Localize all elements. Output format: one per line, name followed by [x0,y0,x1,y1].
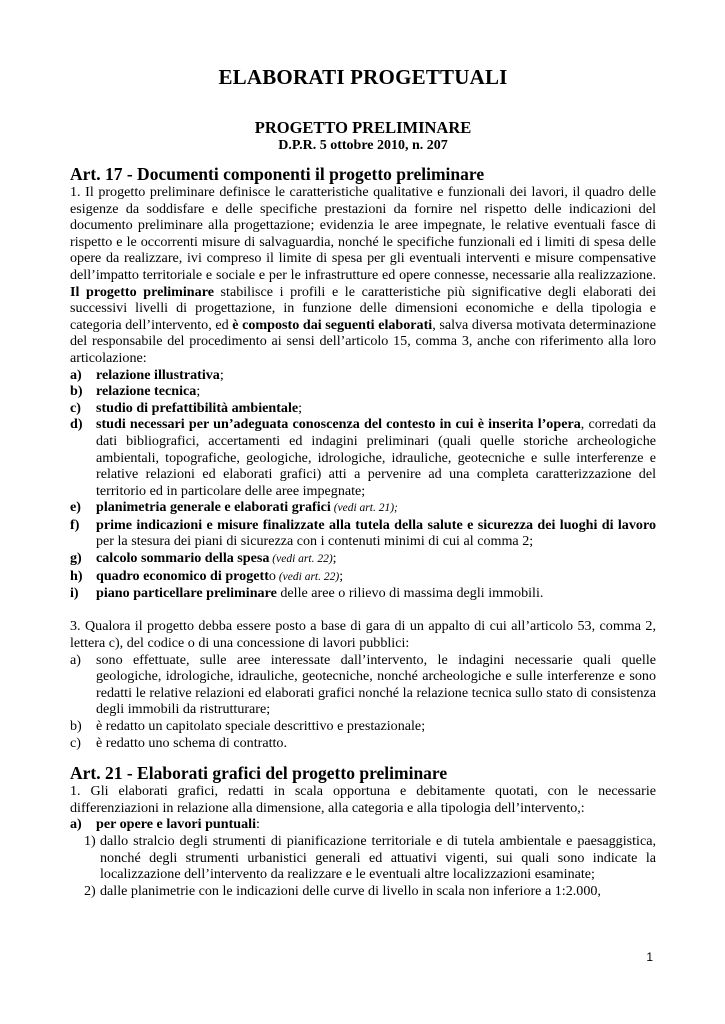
document-title: ELABORATI PROGETTUALI [218,65,508,89]
list-item: b) relazione tecnica; [70,383,201,400]
art17-paragraph-3: 3. Qualora il progetto debba essere posto a base di gara di un appalto di cui all’articolo 53, comma 2, lettera c), del codice o di una concessione di lavori pubblici: [70,618,656,652]
list-item: h) quadro economico di progetto (vedi art. 22); [70,567,344,584]
list-subitem: 2) dalle planimetrie con le indicazioni delle curve di livello in scala non inferiore a 1:2.000, [84,882,601,899]
list-item: c) studio di prefattibilità ambientale; [70,399,303,416]
list-item: b) è redatto un capitolato speciale descrittivo e prestazionale; [70,718,426,734]
list-item: a) relazione illustrativa; [70,366,224,383]
list-item: g) calcolo sommario della spesa (vedi art. 22); [70,550,337,567]
list-item: c) è redatto uno schema di contratto. [70,734,287,751]
art21-title: Art. 21 - Elaborati grafici del progetto preliminare [70,763,448,784]
art17-title: Art. 17 - Documenti componenti il progetto preliminare [70,164,485,184]
section-title: PROGETTO PRELIMINARE [254,118,472,137]
list-item: a) sono effettuate, sulle aree interessate dall’intervento, le indagini necessarie quali quelle geologiche, idrologiche, idrauliche, geotecniche, nonché archeologiche e sulle interferenze e sono redatti le relative relazioni ed elaborati grafici nonché la relazione tecnica sullo stato di consistenza degli immobili da ristrutturare; [70,651,656,718]
list-item: e) planimetria generale e elaborati grafici (vedi art. 21); [70,499,398,516]
list-item: a) per opere e lavori puntuali: [70,816,260,833]
list-subitem: 1) dallo stralcio degli strumenti di pianificazione territoriale e di tutela ambientale e paesaggistica, nonché degli strumenti urbanistici generali ed attuativi vigenti, sui quali sono indicate la localizzazione dell’intervento da realizzare e le eventuali altre localizzazioni esaminate; [84,832,656,883]
list-item: i) piano particellare preliminare delle aree o rilievo di massima degli immobili. [70,585,544,602]
page-number: 1 [646,950,653,964]
document-body [70,64,656,899]
art21-paragraph-1: 1. Gli elaborati grafici, redatti in scala opportuna e debitamente quotati, con le necessarie differenziazioni in relazione alla dimensione, alla categoria e alla tipologia dell’intervento,: [70,783,656,816]
section-subtitle: D.P.R. 5 ottobre 2010, n. 207 [278,138,448,153]
list-item: d) studi necessari per un’adeguata conoscenza del contesto in cui è inserita l’opera, corredati da dati bibliografici, accertamenti ed indagini preliminari (quali quelle storiche archeologiche ambientali, topografiche, geologiche, idrologiche, idrauliche, geotecniche e sulle interferenze e relative relazioni ed elaborati grafici) atti a pervenire ad una completa caratterizzazione del territorio ed in particolare delle aree impegnate; [70,416,656,499]
art17-paragraph-1: 1. Il progetto preliminare definisce le caratteristiche qualitative e funzionali dei lavori, il quadro delle esigenze da soddisfare e delle specifiche prestazioni da fornire nel rispetto delle indicazioni del documento preliminare alla progettazione; evidenzia le aree impegnate, le relative eventuali fasce di rispetto e le occorrenti misure di salvaguardia, nonché le specifiche funzionali ed i limiti di spesa delle opere da realizzare, ivi compreso il limite di spesa per gli eventuali interventi e misure compensative dell’impatto territoriale e sociale e per le infrastrutture ed opere connesse, necessarie alla realizzazione. Il progetto preliminare stabilisce i profili e le caratteristiche più significative degli elaborati dei successivi livelli di progettazione, in funzione delle dimensioni economiche e della tipologia e categoria dell’intervento, ed è composto dai seguenti elaborati, salva diversa motivata determinazione del responsabile del procedimento ai sensi dell’articolo 15, comma 3, anche con riferimento alla loro articolazione: [70,184,656,366]
list-item: f) prime indicazioni e misure finalizzate alla tutela della salute e sicurezza dei luoghi di lavoro per la stesura dei piani di sicurezza con i contenuti minimi di cui al comma 2; [70,516,656,550]
